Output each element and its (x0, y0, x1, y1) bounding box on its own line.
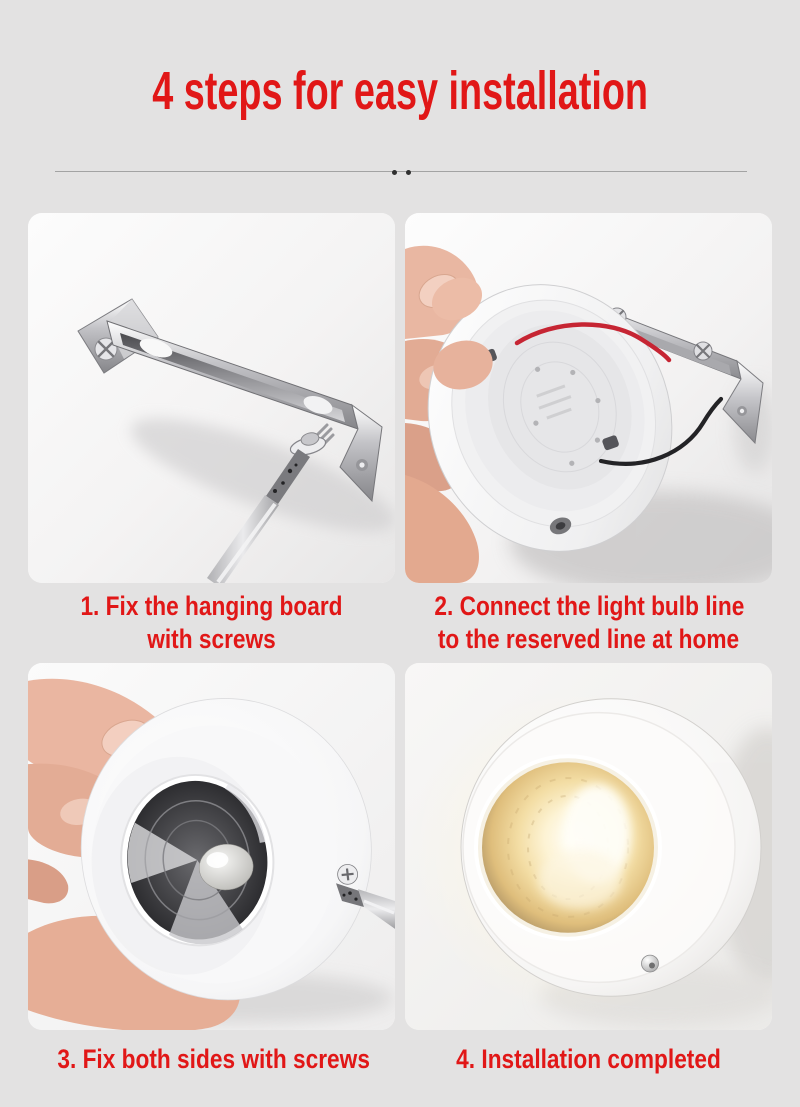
step-2-illustration (405, 213, 772, 583)
caption-step-1-line-2: with screws (147, 623, 276, 654)
divider (55, 168, 747, 176)
steps-grid (28, 213, 772, 1107)
caption-step-1-line-1: 1. Fix the hanging board (80, 591, 343, 621)
caption-step-2-line-2: to the reserved line at home (437, 623, 740, 654)
divider-dot (392, 170, 397, 175)
caption-step-4-line-1: 4. Installation completed (456, 1044, 721, 1074)
lamp-installed (461, 699, 761, 997)
page-title-text: 4 steps for easy installation (152, 61, 648, 121)
step-4-illustration (405, 663, 772, 1030)
photo-step-3-fix-sides (28, 663, 395, 1030)
caption-step-1 (57, 583, 365, 663)
photo-step-4-completed (405, 663, 772, 1030)
caption-step-3 (57, 1030, 370, 1107)
divider-dot (406, 170, 411, 175)
divider-line (55, 171, 747, 172)
photo-step-2-connect-wires (405, 213, 772, 583)
caption-step-2-line-1: 2. Connect the light bulb line (434, 591, 745, 621)
page-title (0, 61, 800, 121)
caption-step-3-line-1: 3. Fix both sides with screws (57, 1044, 370, 1074)
photo-step-1-hanging-board (28, 213, 395, 583)
caption-step-4 (434, 1030, 742, 1107)
caption-step-2 (434, 583, 745, 663)
step-3-illustration (28, 663, 395, 1030)
step-1-illustration (28, 213, 395, 583)
